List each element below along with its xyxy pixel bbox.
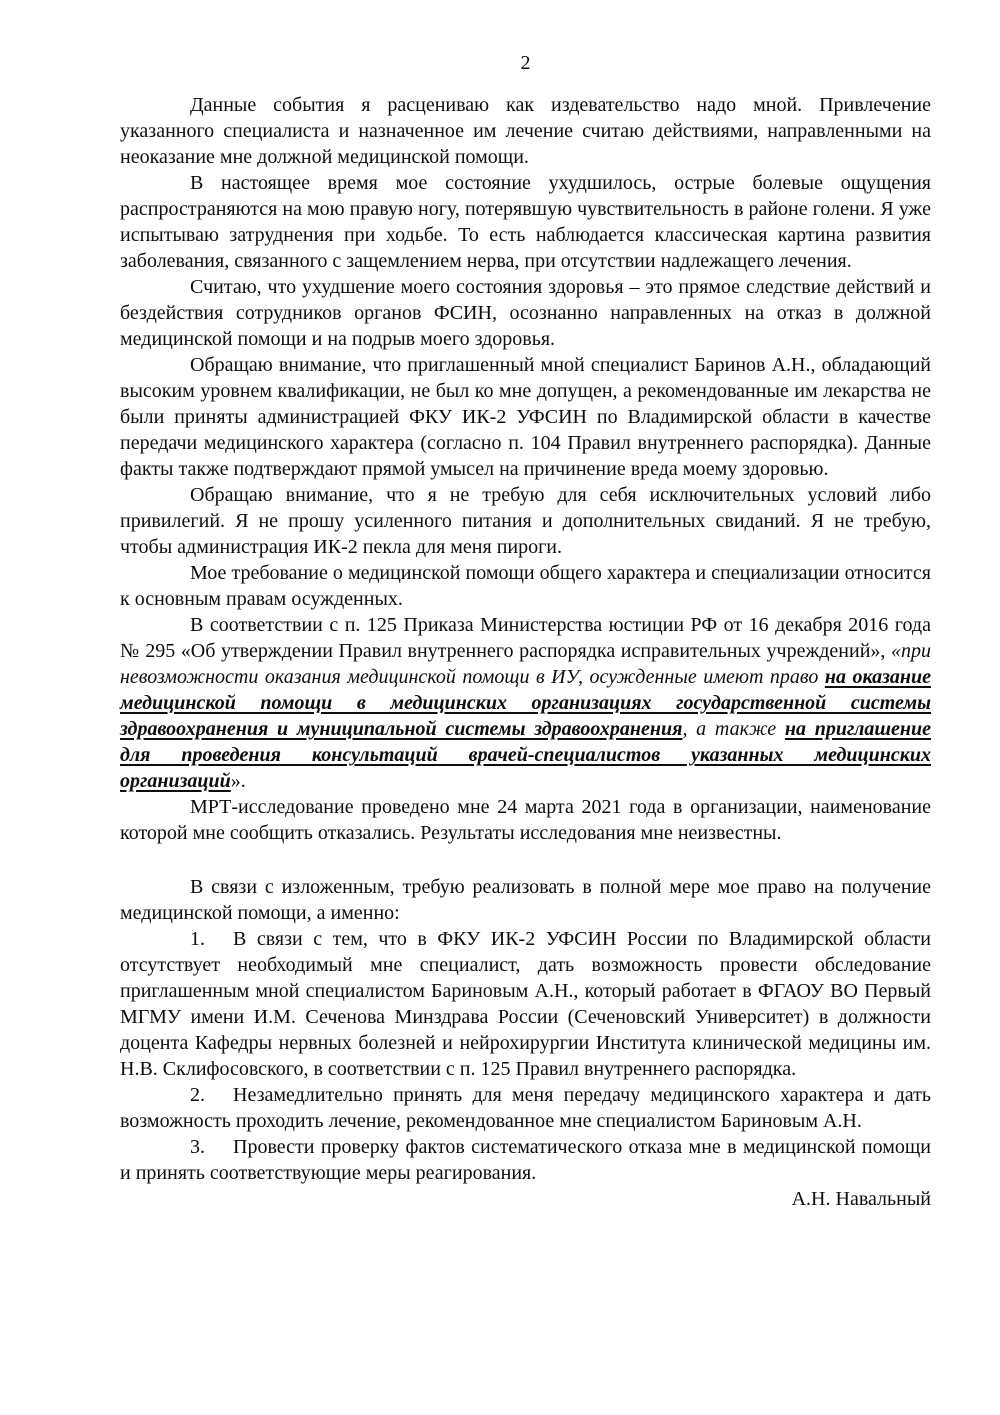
paragraph-no-privileges: Обращаю внимание, что я не требую для себя исключительных условий либо привилегий. Я не прошу усиленного питания и дополнительных свиданий. Я не требую, чтобы администрация ИК-2 пекла для меня пироги. <box>120 484 931 558</box>
paragraph-demands-intro: В связи с изложенным, требую реализовать в полной мере мое право на получение медицинской помощи, а именно: <box>120 876 931 924</box>
text-segment-italic: , а также <box>682 718 785 740</box>
text-segment-bold-italic-underline: на оказание медицинской помощи в медицинских организациях государственной системы здравоохранения и муниципальной системы здравоохранения <box>120 666 931 740</box>
list-number: 1. <box>190 928 205 950</box>
paragraph-fsin-blame: Считаю, что ухудшение моего состояния здоровья – это прямое следствие действий и бездействия сотрудников органов ФСИН, осознанно направленных на отказ в должной медицинской помощи и на подрыв моего здоровья. <box>120 276 931 350</box>
page-number: 2 <box>520 52 531 74</box>
paragraph-spacer <box>120 846 931 874</box>
text-segment-italic: «при невозможности оказания медицинской помощи в ИУ, осужденные имеют право <box>120 640 931 688</box>
text-segment-plain: В соответствии с п. 125 Приказа Министерства юстиции РФ от 16 декабря 2016 года № 295 «Об утверждении Правил внутреннего распорядка исправительных учреждений», <box>120 614 931 662</box>
paragraph-intro-1: Данные события я расцениваю как издевательство надо мной. Привлечение указанного специалиста и назначенное им лечение считаю действиями, направленными на неоказание мне должной медицинской помощи. <box>120 94 931 168</box>
paragraph-demand-1: 1. В связи с тем, что в ФКУ ИК-2 УФСИН России по Владимирской области отсутствует необходимый мне специалист, дать возможность провести обследование приглашенным мной специалистом Бариновым А.Н., который работает в ФГАОУ ВО Первый МГМУ имени И.М. Сеченова Минздрава России (Сеченовский Университет) в должности доцента Кафедры нервных болезней и нейрохирургии Института клинической медицины им. Н.В. Склифосовского, в соответствии с п. 125 Правил внутреннего распорядка. <box>120 928 931 1080</box>
paragraph-health-condition: В настоящее время мое состояние ухудшилось, острые болевые ощущения распространяются на мою правую ногу, потерявшую чувствительность в районе голени. Я уже испытываю затруднения при ходьбе. То есть наблюдается классическая картина развития заболевания, связанного с защемлением нерва, при отсутствии надлежащего лечения. <box>120 172 931 272</box>
text-segment-bold-italic-underline: на приглашение для проведения консультаций врачей-специалистов указанных медицинских организаций <box>120 718 932 792</box>
paragraph-demand-2: 2. Незамедлительно принять для меня передачу медицинского характера и дать возможность проходить лечение, рекомендованное мне специалистом Бариновым А.Н. <box>120 1084 931 1132</box>
text-segment-plain: ». <box>230 770 246 792</box>
paragraph-mrt: МРТ-исследование проведено мне 24 марта 2021 года в организации, наименование которой мне сообщить отказались. Результаты исследования мне неизвестны. <box>120 796 931 844</box>
list-number: 2. <box>190 1084 205 1106</box>
document-body <box>120 92 931 1212</box>
paragraph-basic-rights: Мое требование о медицинской помощи общего характера и специализации относится к основным правам осужденных. <box>120 562 931 610</box>
signature: А.Н. Навальный <box>791 1188 931 1210</box>
list-number: 3. <box>190 1136 205 1158</box>
paragraph-specialist-denied: Обращаю внимание, что приглашенный мной специалист Баринов А.Н., обладающий высоким уровнем квалификации, не был ко мне допущен, а рекомендованные им лекарства не были приняты администрацией ФКУ ИК-2 УФСИН по Владимирской области в качестве передачи медицинского характера (согласно п. 104 Правил внутреннего распорядка). Данные факты также подтверждают прямой умысел на причинение вреда моему здоровью. <box>120 354 931 480</box>
paragraph-demand-3: 3. Провести проверку фактов систематического отказа мне в медицинской помощи и принять соответствующие меры реагирования. <box>120 1136 931 1184</box>
paragraph-legal-quote <box>120 612 931 794</box>
